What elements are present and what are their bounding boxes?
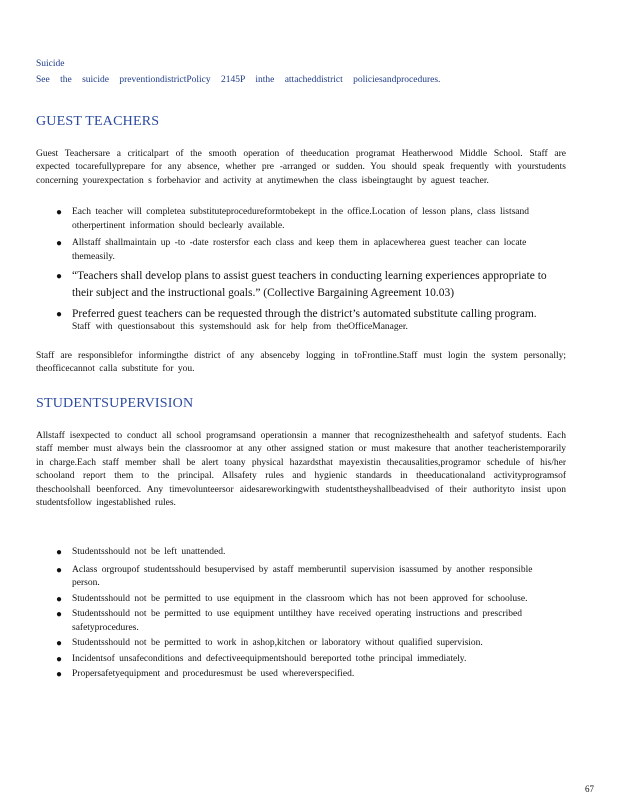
bullet-icon: ●: [56, 638, 63, 649]
list-item: ● Allstaff shallmaintain up -to -date rostersfor each class and keep them in aplacewherea guest teacher can locate themeasily.: [56, 238, 527, 262]
bullet-icon: ●: [56, 609, 63, 620]
guest-intro-paragraph: Guest Teachersare a criticalpart of the smooth operation of theeducation programat Heatherwood Middle School. Staff are expected tocarefullyprepare for any absence, whether pre -arranged or sudden. You should speak frequently with yourstudents concerning yourexpectation s forbehavior and activity at anytimewhen the class isbeingtaught by aguest teacher.: [36, 149, 566, 186]
list-item: ● Each teacher will completea substituteprocedureformtobekept in the office.Location of lesson plans, class listsand otherpertinent information should beclearly available.: [56, 207, 529, 231]
list-item: ● Preferred guest teachers can be requested through the district’s automated substitute calling program.: [50, 306, 560, 323]
page-number: 67: [585, 784, 594, 794]
guest-teachers-heading: GUEST TEACHERS: [36, 114, 160, 129]
list-item: ● Propersafetyequipment and proceduresmust be used whereverspecified.: [56, 669, 355, 680]
bullet-icon: ●: [56, 593, 63, 605]
bullet-icon: ●: [56, 207, 63, 218]
bullet-icon: ●: [56, 238, 63, 249]
guest-followup-text: Staff with questionsabout this systemshould ask for help from theOfficeManager.: [72, 322, 408, 332]
absence-paragraph: Staff are responsiblefor informingthe district of any absenceby logging in toFrontline.Staff must login the system personally; theofficecannot calla substitute for you.: [36, 351, 566, 375]
bullet-icon: ●: [56, 564, 63, 576]
bullet-icon: ●: [56, 547, 63, 558]
list-item: ● Studentsshould not be permitted to use equipment untilthey have received operating instructions and prescribed safetyprocedures.: [56, 609, 522, 633]
supervision-intro-paragraph: Allstaff isexpected to conduct all school programsand operationsin a manner that recognizesthehealth and safetyof students. Each staff member must always bein the classroomor at any other assigned station or must makesure that another teacheristemporarily in charge.Each staff member shall be alert toany physical hazardsthat mayexistin thecausalities,programor schedule of his/her schooland report them to the principal. Allsafety rules and hygienic standards in theeducationaland activityprogramsof theschoolshall beenforced. Any timevolunteersor aidesareworkingwith studentstheyshallbeadvised of their authorityto insist upon studentsfollow ingestablished rules.: [36, 431, 566, 509]
list-item: ● Aclass orgroupof studentsshould besupervised by astaff memberuntil supervision isassumed by another responsible person.: [56, 564, 533, 588]
bullet-icon: ●: [56, 669, 63, 680]
suicide-title: Suicide: [36, 59, 65, 69]
list-item: ● Studentsshould not be left unattended.: [56, 547, 226, 558]
list-item: ● “Teachers shall develop plans to assist guest teachers in conducting learning experiences appropriate to their subject and the instructional goals.” (Collective Bargaining Agreement 10.03): [56, 270, 547, 299]
list-item: ● Studentsshould not be permitted to use equipment in the classroom which has not been approved for schooluse.: [56, 593, 528, 605]
list-item: ● Studentsshould not be permitted to work in ashop,kitchen or laboratory without qualified supervision.: [56, 638, 483, 649]
student-supervision-heading: STUDENTSUPERVISION: [36, 396, 194, 411]
bullet-icon: ●: [56, 309, 63, 320]
guest-bullet-list: [50, 206, 560, 323]
supervision-bullet-list: [50, 546, 560, 682]
bullet-icon: ●: [56, 653, 63, 665]
list-item: ● Incidentsof unsafeconditions and defectiveequipmentshould bereported tothe principal immediately.: [56, 653, 467, 665]
bullet-icon: ●: [56, 271, 63, 282]
suicide-text: See the suicide preventiondistrictPolicy 2145P inthe attacheddistrict policiesandprocedures.: [36, 75, 441, 85]
